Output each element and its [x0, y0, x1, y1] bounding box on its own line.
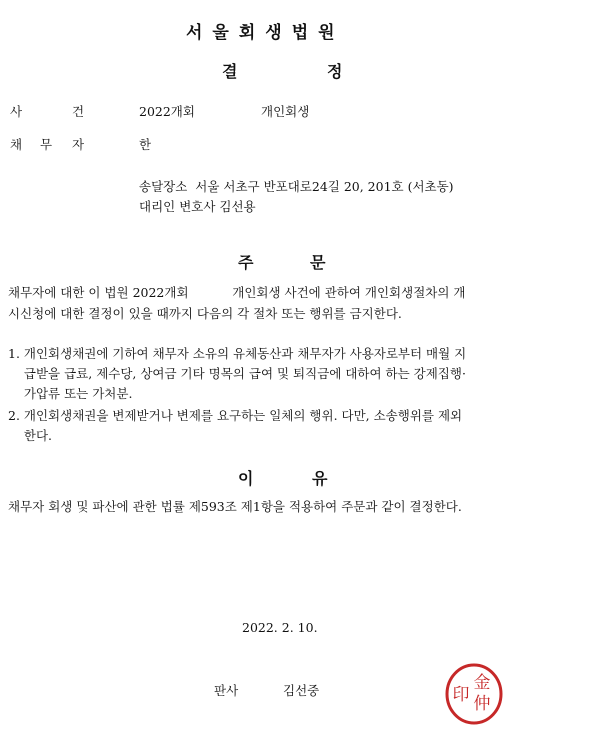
doc-type-first: 결 — [222, 62, 238, 81]
court-title: 서울회생법원 — [186, 23, 345, 43]
order-item-2-line-2: 한다. — [8, 428, 53, 443]
judge-label: 판사 — [214, 683, 239, 698]
case-label-first: 사 — [10, 104, 23, 119]
order-heading-first: 주 — [238, 253, 254, 272]
order-item-2-line-1: 2. 개인회생채권을 변제받거나 변제를 요구하는 일체의 행위. 다만, 소송행위를 제외 — [8, 408, 463, 423]
svg-text:印: 印 — [452, 685, 470, 705]
svg-text:仲: 仲 — [473, 694, 491, 714]
order-heading-second: 문 — [310, 253, 326, 272]
reason-heading-first: 이 — [238, 469, 254, 488]
case-number: 2022개회 — [139, 104, 195, 119]
order-item-1-line-2: 급받을 급료, 제수당, 상여금 기타 명목의 급여 및 퇴직금에 대하여 하는 강제집행· — [8, 366, 466, 381]
svg-text:金: 金 — [473, 673, 491, 693]
judge-seal-icon — [444, 662, 504, 726]
decision-date: 2022. 2. 10. — [242, 620, 318, 635]
order-item-1-line-1: 1. 개인회생채권에 기하여 채무자 소유의 유체동산과 채무자가 사용자로부터 매월 지 — [8, 346, 467, 361]
case-label-second: 건 — [72, 104, 85, 119]
debtor-label-second: 무 — [40, 137, 53, 152]
case-type: 개인회생 — [261, 104, 310, 119]
order-intro-line-1: 채무자에 대한 이 법원 2022개회 개인회생 사건에 관하여 개인회생절차의 개 — [8, 285, 466, 300]
order-intro-line-2: 시신청에 대한 결정이 있을 때까지 다음의 각 절차 또는 행위를 금지한다. — [8, 306, 402, 321]
address-line: 송달장소 서울 서초구 반포대로24길 20, 201호 (서초동) — [139, 179, 454, 194]
doc-type-second: 정 — [327, 62, 343, 81]
debtor-label-first: 채 — [10, 137, 23, 152]
judge-name: 김선중 — [283, 683, 320, 698]
reason-text: 채무자 회생 및 파산에 관한 법률 제593조 제1항을 적용하여 주문과 같이 결정한다. — [8, 499, 462, 514]
order-item-1-line-3: 가압류 또는 가처분. — [8, 386, 133, 401]
reason-heading-second: 유 — [312, 469, 328, 488]
agent-line: 대리인 변호사 김선용 — [139, 199, 256, 214]
debtor-name: 한 — [139, 137, 152, 152]
debtor-label-third: 자 — [72, 137, 85, 152]
